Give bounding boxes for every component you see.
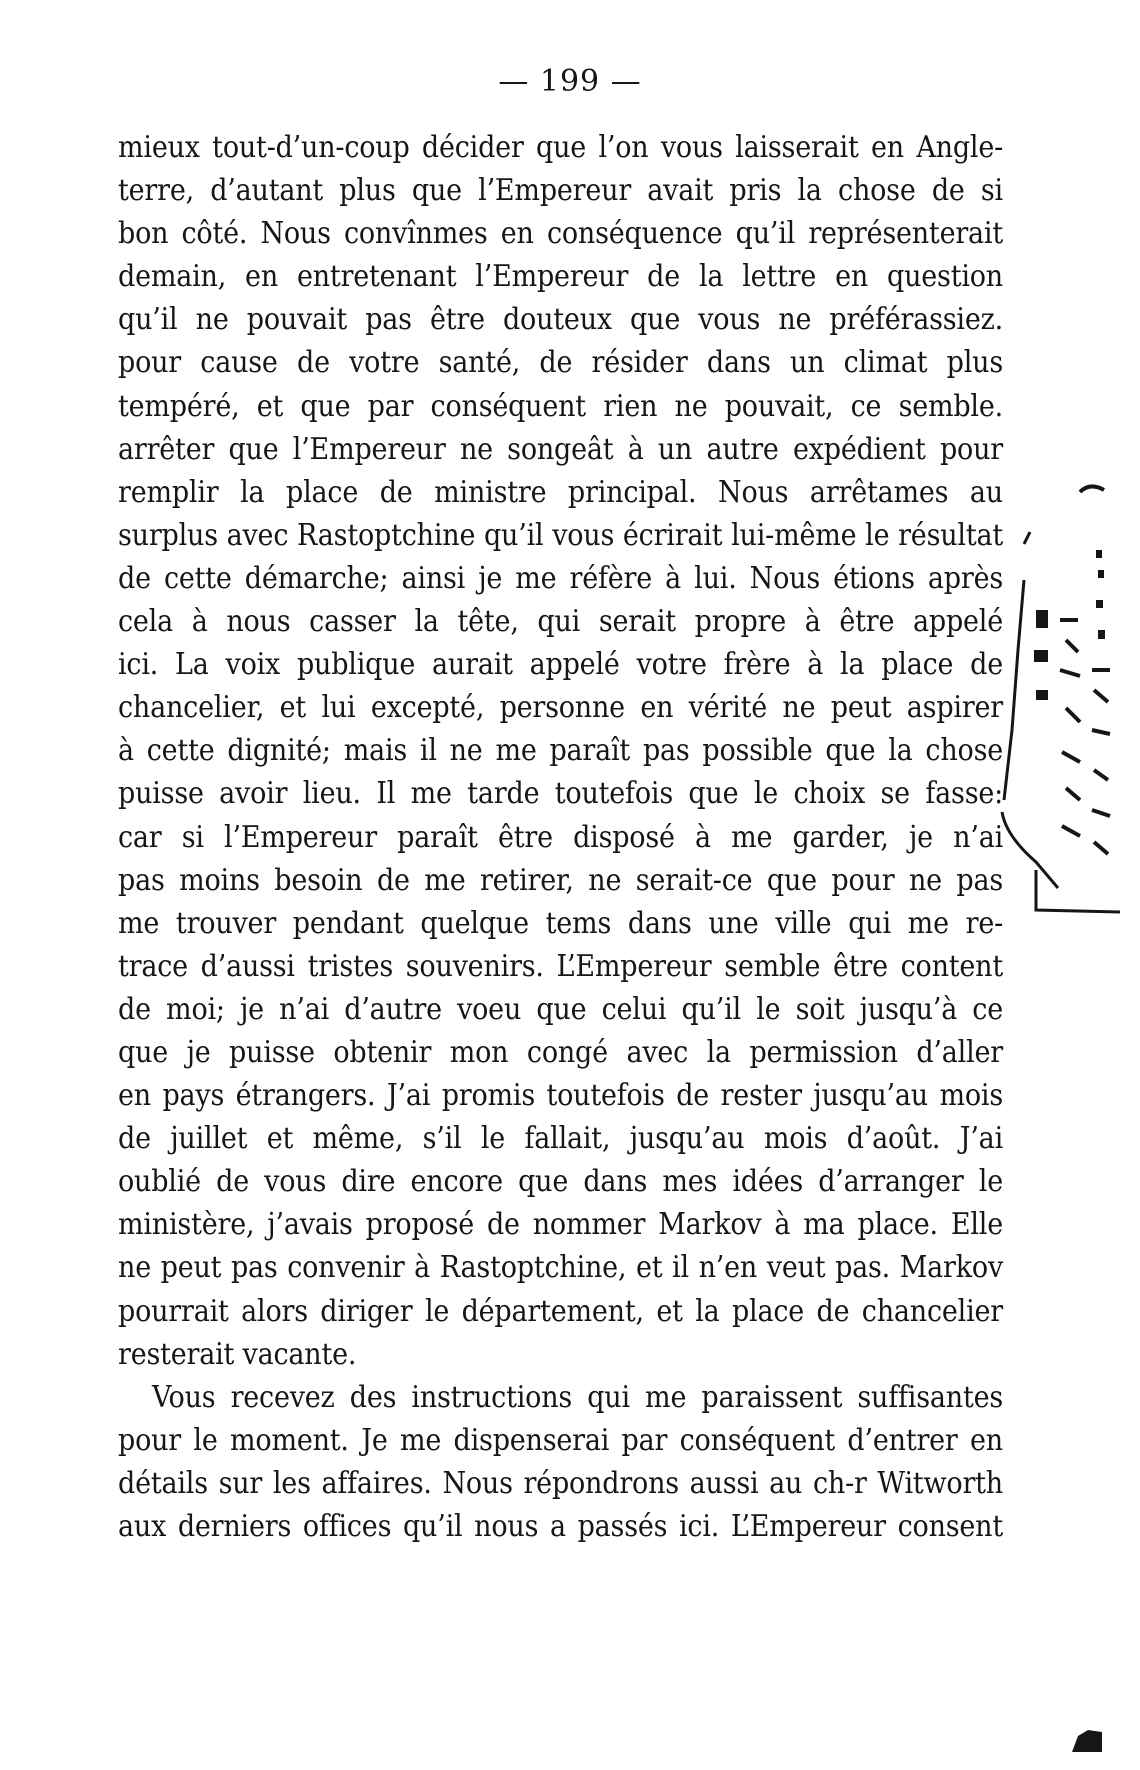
text-line: trace d’aussi tristes souvenirs. L’Empereur semble être content xyxy=(118,948,1003,984)
text-line: mieux tout-d’un-coup décider que l’on vous laisserait en Angle- xyxy=(118,130,1003,165)
text-line: Vous recevez des instructions qui me paraissent suffisantes xyxy=(152,1379,1003,1415)
text-line: pourrait alors diriger le département, et la place de chancelier xyxy=(118,1293,1003,1329)
handwritten-margin-mark xyxy=(1000,470,1120,950)
text-line: oublié de vous dire encore que dans mes idées d’arranger le xyxy=(118,1164,1003,1200)
text-line: chancelier, et lui excepté, personne en vérité ne peut aspirer xyxy=(118,690,1003,726)
text-line: détails sur les affaires. Nous répondrons aussi au ch-r Witworth xyxy=(118,1465,1003,1501)
text-line: resterait vacante. xyxy=(118,1336,357,1372)
text-line: pas moins besoin de me retirer, ne serait-ce que pour ne pas xyxy=(118,862,1003,898)
text-line: de moi; je n’ai d’autre voeu que celui qu’il le soit jusqu’à ce xyxy=(118,991,1003,1027)
text-line: arrêter que l’Empereur ne songeât à un autre expédient pour xyxy=(118,431,1003,467)
text-line: ministère, j’avais proposé de nommer Markov à ma place. Elle xyxy=(118,1207,1003,1243)
text-line: car si l’Empereur paraît être disposé à me garder, je n’ai xyxy=(118,819,1003,855)
text-line: pour le moment. Je me dispenserai par conséquent d’entrer en xyxy=(118,1422,1003,1458)
paragraph-2 xyxy=(118,1376,1003,1548)
text-line: ici. La voix publique aurait appelé votre frère à la place de xyxy=(118,647,1003,683)
text-line: ne peut pas convenir à Rastoptchine, et il n’en veut pas. Markov xyxy=(118,1250,1003,1286)
text-line: qu’il ne pouvait pas être douteux que vous ne préférassiez. xyxy=(118,302,1003,338)
page-number: — 199 — xyxy=(498,64,642,99)
text-line: à cette dignité; mais il ne me paraît pas possible que la chose xyxy=(118,733,1003,769)
text-line: de juillet et même, s’il le fallait, jusqu’au mois d’août. J’ai xyxy=(118,1121,1003,1157)
text-line: bon côté. Nous convînmes en conséquence qu’il représenterait xyxy=(118,216,1003,252)
text-line: pour cause de votre santé, de résider dans un climat plus xyxy=(118,345,1003,381)
text-line: terre, d’autant plus que l’Empereur avait pris la chose de si xyxy=(118,173,1003,209)
text-line: en pays étrangers. J’ai promis toutefois de rester jusqu’au mois xyxy=(118,1078,1003,1114)
text-line: cela à nous casser la tête, qui serait propre à être appelé xyxy=(118,604,1003,640)
text-line: me trouver pendant quelque tems dans une ville qui me re- xyxy=(118,905,1003,941)
text-line: de cette démarche; ainsi je me réfère à lui. Nous étions après xyxy=(118,560,1003,596)
text-line: tempéré, et que par conséquent rien ne pouvait, ce semble. xyxy=(118,388,1003,424)
body-text xyxy=(118,126,1003,1548)
margin-bracket-icon xyxy=(1000,470,1120,950)
text-line: surplus avec Rastoptchine qu’il vous écrirait lui-même le résultat xyxy=(118,517,1003,553)
paragraph-1 xyxy=(118,126,1003,1376)
text-line: aux derniers offices qu’il nous a passés ici. L’Empereur consent xyxy=(118,1509,1003,1544)
text-line: que je puisse obtenir mon congé avec la permission d’aller xyxy=(118,1034,1003,1070)
text-line: demain, en entretenant l’Empereur de la lettre en question xyxy=(118,259,1003,295)
ink-blot-icon xyxy=(1068,1728,1104,1754)
text-line: puisse avoir lieu. Il me tarde toutefois que le choix se fasse: xyxy=(118,776,1003,812)
text-line: remplir la place de ministre principal. Nous arrêtames au xyxy=(118,474,1003,510)
